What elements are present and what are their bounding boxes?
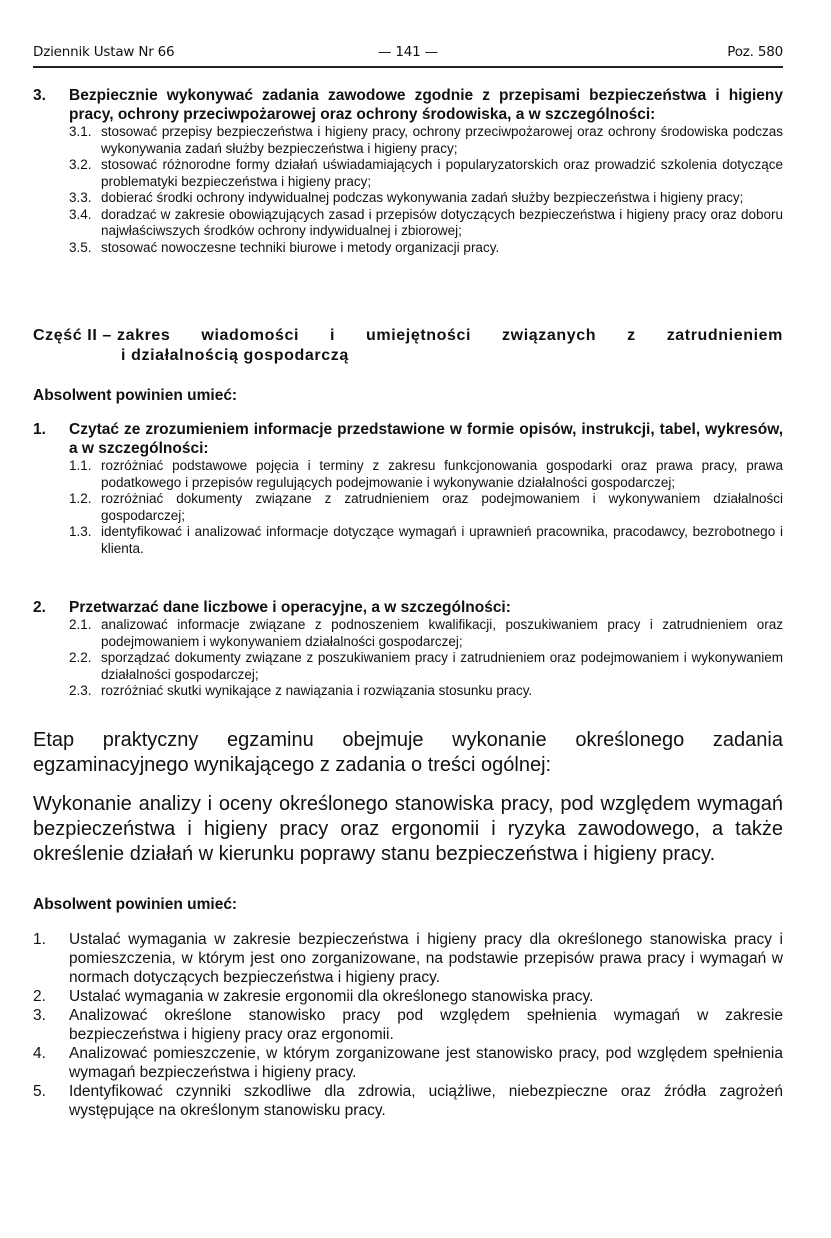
item-number: 5. [33, 1083, 46, 1100]
list-item [33, 124, 783, 157]
graduate-label-2: Absolwent powinien umieć: [33, 896, 238, 913]
item-text: Analizować określone stanowisko pracy pod względem spełnienia wymagań w zakresie bezpieczeństwa i higieny pracy oraz ergonomii. [69, 1007, 783, 1043]
item-text: Analizować pomieszczenie, w którym zorganizowane jest stanowisko pracy, pod względem spełnienia wymagań bezpieczeństwa i higieny pracy. [69, 1045, 783, 1081]
item-number: 2.2. [69, 650, 92, 665]
section-3 [33, 86, 783, 256]
list-item [33, 240, 783, 257]
list-item [33, 617, 783, 650]
item-text: stosować różnorodne formy działań uświadamiających i popularyzatorskich oraz prowadzić szkolenia dotyczące problematyki bezpieczeństwa i higieny pracy; [101, 157, 783, 189]
document-page [33, 0, 783, 1119]
part-2-heading [33, 326, 783, 366]
practical-skills-list [33, 930, 783, 1120]
heading-word: z [627, 327, 636, 344]
list-item [33, 987, 783, 1006]
section-number: 1. [33, 421, 46, 438]
item-number: 1.2. [69, 491, 92, 506]
section-number: 3. [33, 87, 46, 104]
header-rule [33, 66, 783, 68]
section-title: Przetwarzać dane liczbowe i operacyjne, a w szczególności: [69, 599, 511, 616]
section-1-heading [33, 420, 783, 458]
item-text: Ustalać wymagania w zakresie bezpieczeństwa i higieny pracy dla określonego stanowiska pracy i pomieszczenia, w którym jest ono zorganizowane, na podstawie przepisów prawa pracy i wymagań w normach dotyczących bezpieczeństwa i higieny pracy. [69, 931, 783, 986]
item-number: 3.1. [69, 124, 92, 139]
list-item [33, 524, 783, 557]
section-2-heading [33, 598, 783, 617]
list-item [33, 190, 783, 207]
item-number: 2.1. [69, 617, 92, 632]
item-number: 3. [33, 1007, 46, 1024]
heading-word: związanych [502, 327, 597, 344]
list-item [33, 1082, 783, 1120]
item-number: 2. [33, 988, 46, 1005]
heading-line-2: i działalnością gospodarczą [121, 347, 349, 364]
heading-word: zatrudnieniem [666, 327, 783, 344]
list-item [33, 650, 783, 683]
item-number: 1. [33, 931, 46, 948]
item-number: 3.5. [69, 239, 92, 255]
item-text: stosować przepisy bezpieczeństwa i higieny pracy, ochrony przeciwpożarowej oraz ochrony środowiska podczas wykonywania zadań służby bezpieczeństwa i higieny pracy; [101, 124, 783, 156]
list-item [33, 930, 783, 987]
item-number: 3.4. [69, 206, 92, 222]
item-text: sporządzać dokumenty związane z poszukiwaniem pracy i zatrudnieniem oraz podejmowaniem i wykonywaniem działalności gospodarczej; [101, 650, 783, 682]
section-title: Czytać ze zrozumieniem informacje przedstawione w formie opisów, instrukcji, tabel, wykresów, a w szczególności: [69, 421, 783, 457]
section-3-heading [33, 86, 783, 124]
item-text: stosować nowoczesne techniki biurowe i metody organizacji pracy. [101, 239, 500, 255]
practical-task: Wykonanie analizy i oceny określonego stanowiska pracy, pod względem wymagań bezpieczeństwa i higieny pracy oraz ergonomii i ryzyka zawodowego, a także określenie działań w kierunku poprawy stanu bezpieczeństwa i higieny pracy. [33, 793, 783, 865]
item-number: 3.3. [69, 190, 92, 205]
graduate-label: Absolwent powinien umieć: [33, 387, 238, 404]
item-text: identyfikować i analizować informacje dotyczące wymagań i uprawnień pracownika, pracodawcy, bezrobotnego i klienta. [101, 524, 783, 556]
heading-word: umiejętności [366, 327, 472, 344]
list-item [33, 491, 783, 524]
item-text: rozróżniać podstawowe pojęcia i terminy z zakresu funkcjonowania gospodarki oraz prawa pracy, prawa podatkowego i przepisów regulujących podejmowanie i wykonywanie działalności gospodarczej; [101, 458, 783, 490]
position-number: Poz. 580 [727, 44, 783, 60]
section-title: Bezpiecznie wykonywać zadania zawodowe zgodnie z przepisami bezpieczeństwa i higieny pracy, ochrony przeciwpożarowej oraz ochrony środowiska, a w szczególności: [69, 87, 783, 123]
item-number: 2.3. [69, 683, 92, 698]
item-text: rozróżniać dokumenty związane z zatrudnieniem oraz podejmowaniem i wykonywaniem działalności gospodarczej; [101, 491, 783, 523]
item-text: analizować informacje związane z podnoszeniem kwalifikacji, poszukiwaniem pracy i zatrudnieniem oraz podejmowaniem i wykonywaniem działalności gospodarczej; [101, 617, 783, 649]
list-item [33, 1006, 783, 1044]
heading-word: Część II – zakres [33, 327, 171, 344]
page-number: — 141 — [378, 44, 438, 60]
journal-title: Dziennik Ustaw Nr 66 [33, 44, 175, 60]
item-text: dobierać środki ochrony indywidualnej podczas wykonywania zadań służby bezpieczeństwa i higieny pracy; [101, 190, 744, 205]
item-text: Identyfikować czynniki szkodliwe dla zdrowia, uciążliwe, niebezpieczne oraz źródła zagrożeń występujące na określonym stanowisku pracy. [69, 1083, 783, 1119]
list-item [33, 157, 783, 190]
section-number: 2. [33, 599, 46, 616]
item-text: doradzać w zakresie obowiązujących zasad i przepisów dotyczących bezpieczeństwa i higieny pracy oraz doboru najwłaściwszych środków ochrony indywidualnej i zbiorowej; [101, 206, 783, 238]
heading-word: i [329, 327, 336, 344]
running-header [33, 44, 783, 64]
list-item [33, 207, 783, 240]
list-item [33, 458, 783, 491]
practical-intro: Etap praktyczny egzaminu obejmuje wykonanie określonego zadania egzaminacyjnego wynikającego z zadania o treści ogólnej: [33, 729, 783, 776]
list-item [33, 683, 783, 700]
item-number: 4. [33, 1045, 46, 1062]
section-1 [33, 420, 783, 557]
section-2 [33, 598, 783, 700]
item-text: Ustalać wymagania w zakresie ergonomii dla określonego stanowiska pracy. [69, 988, 594, 1005]
item-number: 1.1. [69, 458, 92, 473]
item-text: rozróżniać skutki wynikające z nawiązania i rozwiązania stosunku pracy. [101, 683, 533, 698]
list-item [33, 1044, 783, 1082]
heading-word: wiadomości [201, 327, 299, 344]
item-number: 1.3. [69, 524, 92, 539]
item-number: 3.2. [69, 157, 92, 172]
